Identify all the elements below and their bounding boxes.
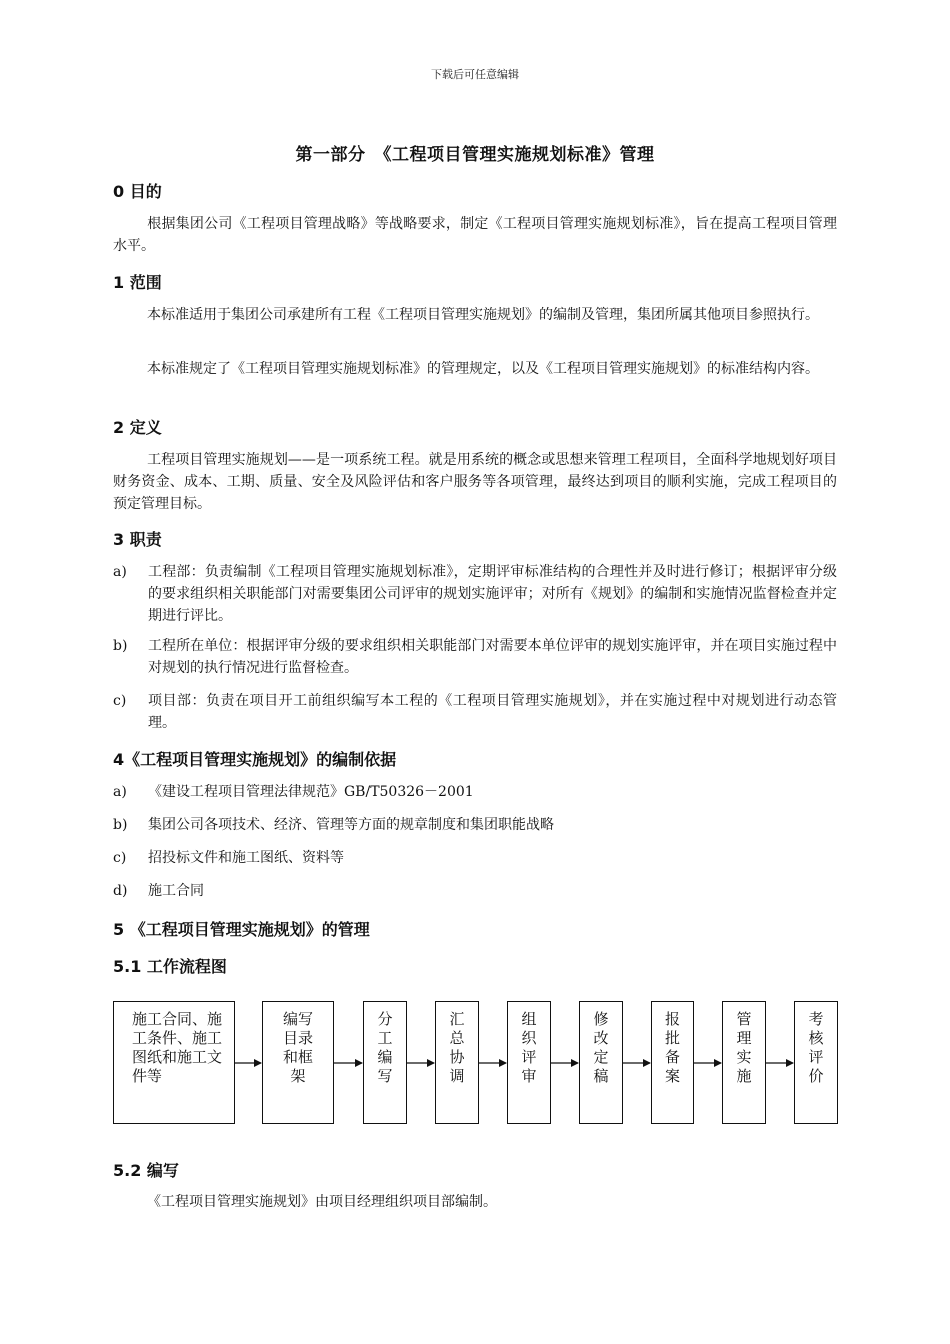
list-item-text: 项目部：负责在项目开工前组织编写本工程的《工程项目管理实施规划》，并在实施过程中对规划进行动态管理。 [148,693,837,731]
list-item [113,880,837,902]
list-item [113,635,837,679]
list-item-text: 集团公司各项技术、经济、管理等方面的规章制度和集团职能战略 [148,817,554,833]
paragraph-writing-text: 《工程项目管理实施规划》由项目经理组织项目部编制。 [147,1194,497,1210]
flow-step-label: 修改定稿 [593,1010,609,1085]
list-item-text: 《建设工程项目管理法律规范》GB/T50326－2001 [148,784,474,800]
flow-step-summarize [435,1001,479,1124]
section-heading-5: 5 《工程项目管理实施规划》的管理 [113,920,370,939]
flow-step-label: 施工合同、施工条件、施工图纸和施工文件等 [132,1010,223,1085]
page-title: 第一部分 《工程项目管理实施规划标准》管理 [295,145,655,165]
list-marker: c) [113,850,127,866]
list-marker: c) [113,693,127,709]
page-header: 下载后可任意编辑 [431,68,519,81]
flow-step-implement [722,1001,766,1124]
flow-step-label: 考核评价 [808,1010,824,1085]
subsection-heading-5-2: 5.2 编写 [113,1161,179,1180]
paragraph-purpose-text: 根据集团公司《工程项目管理战略》等战略要求，制定《工程项目管理实施规划标准》，旨在提高工程项目管理水平。 [113,216,837,254]
paragraph-scope-2 [113,358,837,380]
paragraph-purpose [113,213,837,257]
list-item [113,561,837,627]
flow-step-divide-writing [363,1001,407,1124]
list-marker: d) [113,883,128,899]
flow-step-outline [262,1001,334,1124]
list-item-text: 招投标文件和施工图纸、资料等 [148,850,344,866]
paragraph-definition-text: 工程项目管理实施规划——是一项系统工程。就是用系统的概念或思想来管理工程项目，全面科学地规划好项目财务资金、成本、工期、质量、安全及风险评估和客户服务等各项管理，最终达到项目的顺利实施，完成工程项目的预定管理目标。 [113,452,837,512]
paragraph-scope-1 [113,304,837,326]
paragraph-scope-1-text: 本标准适用于集团公司承建所有工程《工程项目管理实施规划》的编制及管理，集团所属其他项目参照执行。 [147,307,819,323]
section-heading-0: 0 目的 [113,182,162,201]
list-item [113,814,837,836]
paragraph-writing [113,1191,837,1213]
section-heading-3: 3 职责 [113,530,162,549]
list-marker: b) [113,638,128,654]
paragraph-definition [113,449,837,515]
subsection-heading-5-1: 5.1 工作流程图 [113,957,227,976]
list-marker: b) [113,817,128,833]
flow-step-approve [651,1001,694,1124]
section-heading-4: 4《工程项目管理实施规划》的编制依据 [113,750,397,769]
flow-step-label: 分工编写 [377,1010,393,1085]
list-item-text: 工程部：负责编制《工程项目管理实施规划标准》，定期评审标准结构的合理性并及时进行修订；根据评审分级的要求组织相关职能部门对需要集团公司评审的规划实施评审；对所有《规划》的编制和实施情况监督检查并定期进行评比。 [148,564,837,624]
list-marker: a) [113,784,127,800]
list-item-text: 工程所在单位：根据评审分级的要求组织相关职能部门对需要本单位评审的规划实施评审，并在项目实施过程中对规划的执行情况进行监督检查。 [148,638,837,676]
flow-step-label: 报批备案 [664,1010,680,1085]
flow-step-label: 组织评审 [521,1010,537,1085]
list-item [113,847,837,869]
list-item [113,781,837,803]
flow-step-label: 汇总协调 [449,1010,465,1085]
paragraph-scope-2-text: 本标准规定了《工程项目管理实施规划标准》的管理规定，以及《工程项目管理实施规划》的标准结构内容。 [147,361,819,377]
flow-step-label: 编写目录和框架 [282,1010,313,1085]
flow-step-review [507,1001,551,1124]
list-item-text: 施工合同 [148,883,204,899]
list-marker: a) [113,564,127,580]
flow-step-inputs [113,1001,235,1124]
flow-step-evaluate [794,1001,838,1124]
flow-step-label: 管理实施 [736,1010,752,1085]
flow-step-finalize [579,1001,623,1124]
section-heading-2: 2 定义 [113,418,162,437]
list-item [113,690,837,734]
section-heading-1: 1 范围 [113,273,162,292]
